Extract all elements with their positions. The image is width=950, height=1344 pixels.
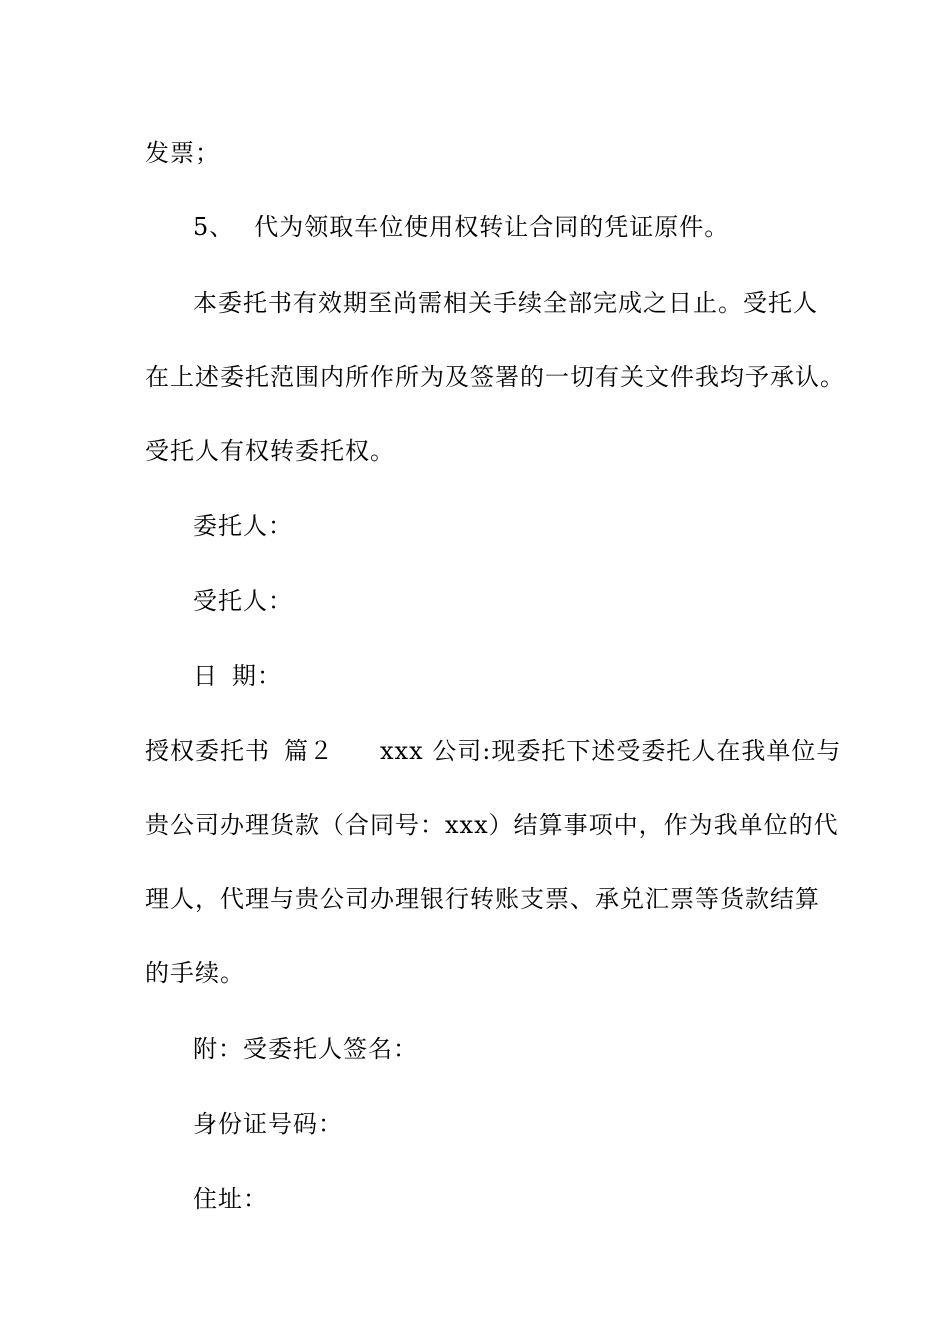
letter-body-line3: 的手续。	[145, 959, 245, 987]
section-title: 授权委托书	[145, 737, 270, 765]
field-label	[193, 1034, 835, 1064]
list-number: 5、	[193, 213, 235, 241]
list-item-5	[193, 212, 835, 242]
section-heading-line	[145, 736, 842, 766]
date-label-char1: 日	[193, 662, 218, 690]
paragraph-line	[145, 138, 835, 168]
signature-label: 附：受委托人签名：	[193, 1035, 418, 1063]
validity-text-line1: 本委托书有效期至尚需相关手续全部完成之日止。受托人	[193, 289, 818, 317]
id-number-label: 身份证号码：	[193, 1110, 343, 1138]
date-label-char2: 期：	[232, 662, 282, 690]
letter-body-line1: 贵公司办理货款（合同号：xxx）结算事项中，作为我单位的代	[145, 811, 839, 839]
paragraph-line	[145, 884, 835, 914]
field-label	[193, 1109, 835, 1139]
field-label	[193, 586, 835, 616]
validity-text-line2: 在上述委托范围内所作所为及签署的一切有关文件我均予承认。	[145, 363, 845, 391]
section-number: 篇２	[284, 737, 334, 765]
field-label	[193, 1184, 835, 1214]
field-label	[193, 511, 835, 541]
text-invoice: 发票；	[145, 139, 220, 167]
paragraph-line	[145, 810, 839, 840]
address-label: 住址：	[193, 1185, 268, 1213]
paragraph-line	[193, 288, 835, 318]
field-label	[193, 661, 835, 691]
principal-label: 委托人：	[193, 512, 293, 540]
list-item-text: 代为领取车位使用权转让合同的凭证原件。	[254, 213, 730, 241]
validity-text-line3: 受托人有权转委托权。	[145, 437, 395, 465]
letter-body-line2: 理人，代理与贵公司办理银行转账支票、承兑汇票等货款结算	[145, 885, 820, 913]
agent-label: 受托人：	[193, 587, 293, 615]
letter-intro: xxx 公司:现委托下述受委托人在我单位与	[380, 737, 842, 765]
paragraph-line	[145, 958, 835, 988]
paragraph-line	[145, 436, 835, 466]
paragraph-line	[145, 362, 845, 392]
